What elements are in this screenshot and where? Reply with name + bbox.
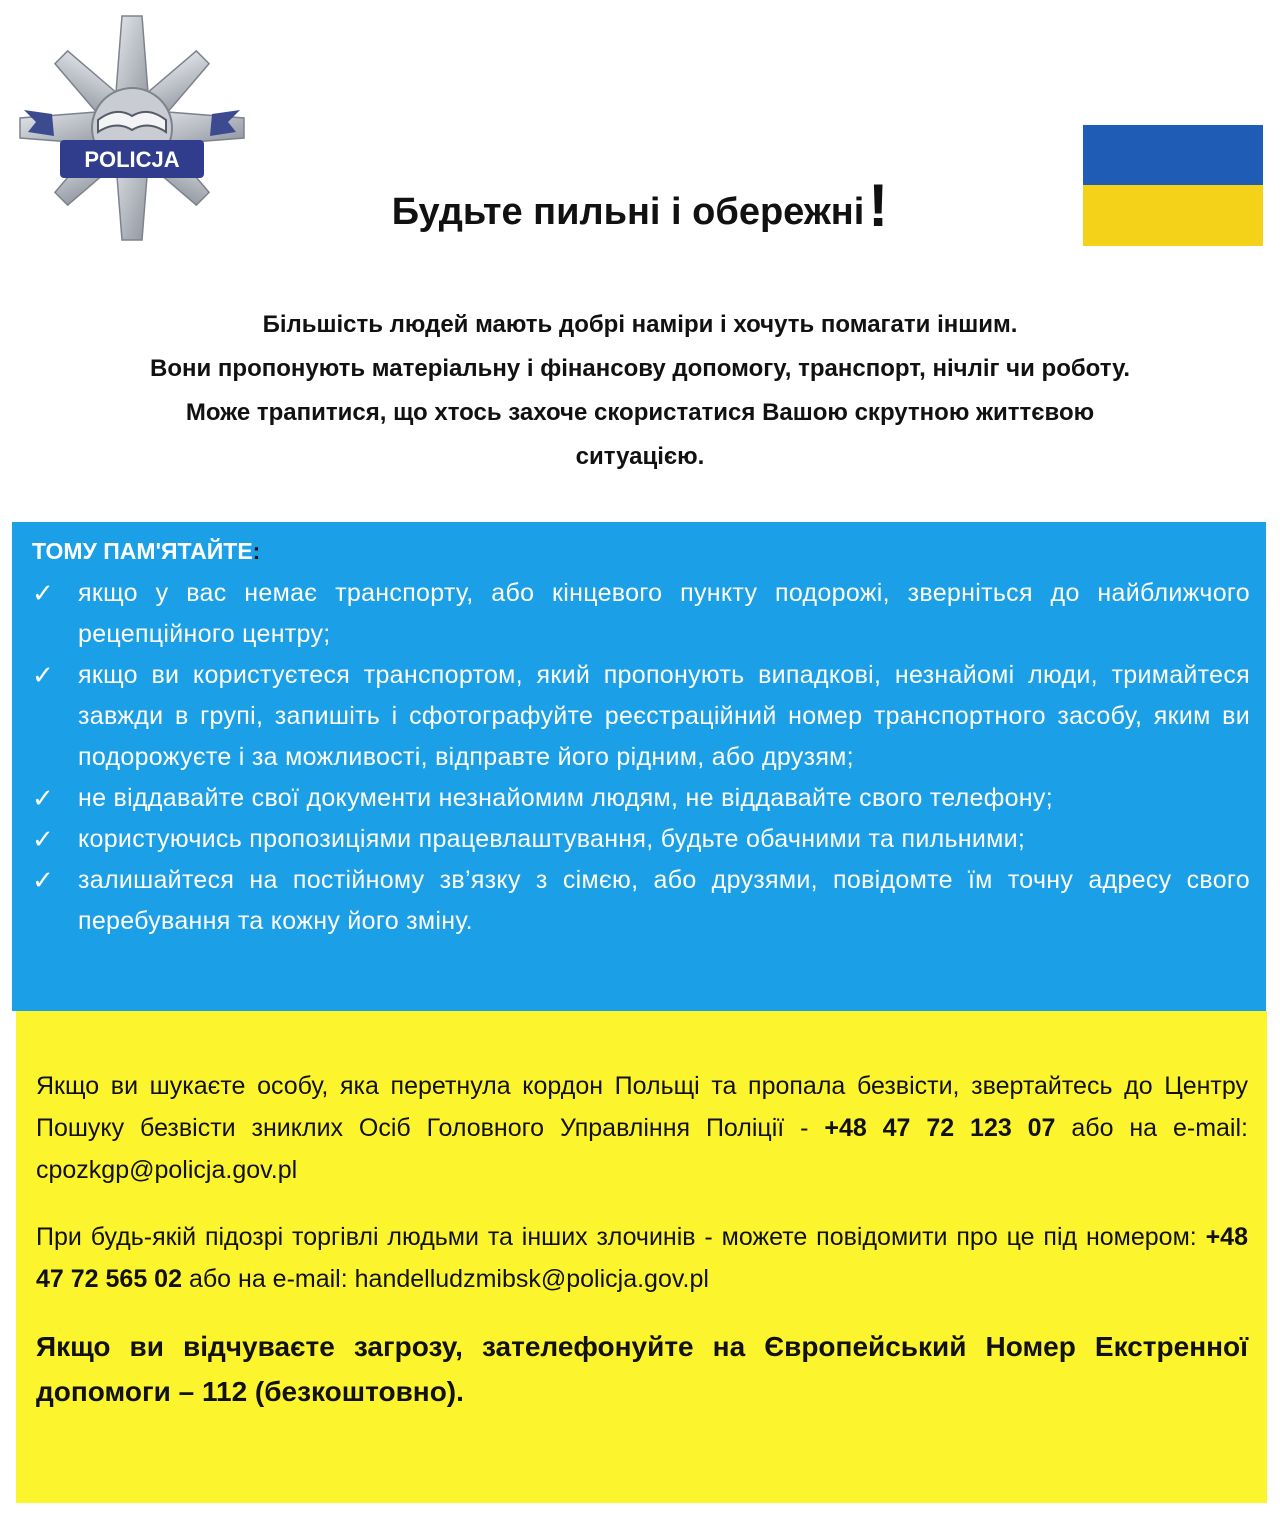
check-icon: ✓	[32, 865, 55, 895]
check-icon: ✓	[32, 824, 55, 854]
logo-text: POLICJA	[84, 147, 180, 172]
reminder-heading-colon: :	[252, 538, 261, 564]
check-icon: ✓	[32, 660, 55, 690]
reminder-heading	[32, 538, 260, 565]
intro-line-3: Може трапитися, що хтось захоче скористатися Вашою скрутною життєвою ситуацією.	[185, 399, 1095, 470]
trafficking-phone[interactable]: +48 47 72 565 02	[36, 1223, 1248, 1293]
missing-persons-phone[interactable]: +48 47 72 123 07	[824, 1114, 1056, 1142]
check-icon: ✓	[32, 783, 55, 813]
checklist-item-text: користуючись пропозиціями працевлаштування, будьте обачними та пильними;	[78, 825, 1026, 853]
reminder-heading-text: ТОМУ ПАМ'ЯТАЙТЕ	[32, 538, 253, 564]
trafficking-info	[36, 1216, 1248, 1300]
trafficking-email[interactable]: handelludzmibsk@policja.gov.pl	[354, 1265, 709, 1293]
checklist-item	[32, 860, 1250, 942]
trafficking-or: або на e-mail:	[188, 1265, 348, 1293]
title-text: Будьте пильні і обережні	[391, 191, 865, 233]
check-icon: ✓	[32, 578, 55, 608]
emergency-info: Якщо ви відчуваєте загрозу, зателефонуйте на Європейський Номер Екстренної допомоги – 112 (безкоштовно).	[36, 1331, 1248, 1407]
intro-line-1: Більшість людей мають добрі наміри і хочуть помагати іншим.	[262, 311, 1018, 338]
trafficking-text: При будь-якій підозрі торгівлі людьми та інших злочинів - можете повідомити про це під номером:	[36, 1223, 1197, 1251]
missing-persons-email[interactable]: cpozkgp@policja.gov.pl	[36, 1156, 298, 1184]
intro-text	[40, 303, 1240, 479]
flag-blue-stripe	[1083, 125, 1263, 185]
missing-persons-text: Якщо ви шукаєте особу, яка перетнула кордон Польщі та пропала безвісти, звертайтесь до Центру Пошуку безвісти зниклих Осіб Головного Управління Поліції -	[36, 1072, 1248, 1142]
checklist-item	[32, 819, 1250, 860]
missing-persons-or: або на e-mail:	[1071, 1114, 1248, 1142]
checklist-item-text: не віддавайте свої документи незнайомим людям, не віддавайте свого телефону;	[78, 784, 1053, 812]
page-title	[0, 172, 1280, 239]
contacts-section	[16, 1011, 1267, 1503]
checklist-item-text: якщо ви користуєтеся транспортом, який пропонують випадкові, незнайомі люди, тримайтеся завжди в групі, запишіть і сфотографуйте реєстраційний номер транспортного засобу, яким ви подорожуєте і за можливості, відправте його рідним, або друзям;	[78, 661, 1250, 771]
reminder-section	[12, 522, 1266, 1011]
checklist-item	[32, 778, 1250, 819]
reminder-checklist	[32, 573, 1250, 942]
title-exclamation: !	[868, 172, 889, 239]
intro-line-2: Вони пропонують матеріальну і фінансову допомогу, транспорт, нічліг чи роботу.	[150, 355, 1130, 382]
checklist-item-text: якщо у вас немає транспорту, або кінцевого пункту подорожі, зверніться до найближчого рецепційного центру;	[78, 579, 1250, 648]
missing-persons-info	[36, 1065, 1248, 1191]
checklist-item	[32, 573, 1250, 655]
checklist-item-text: залишайтеся на постійному зв’язку з сімєю, або друзями, повідомте їм точну адресу свого перебування та кожну його зміну.	[78, 866, 1250, 935]
checklist-item	[32, 655, 1250, 778]
